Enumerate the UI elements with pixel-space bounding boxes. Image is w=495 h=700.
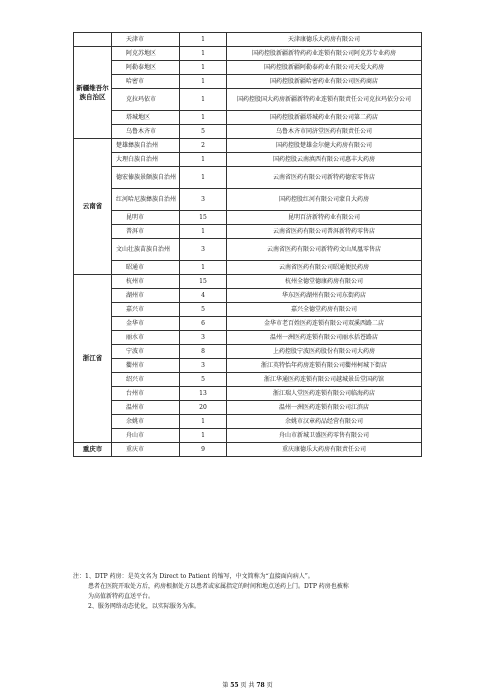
store-cell: 金华市老百姓医药连锁有限公司双溪西路二店 — [227, 317, 422, 331]
city-cell: 昭通市 — [112, 261, 180, 275]
table-row — [74, 153, 422, 167]
city-cell: 乌鲁木齐市 — [112, 125, 180, 139]
city-cell: 金华市 — [112, 317, 180, 331]
count-cell: 1 — [180, 33, 227, 47]
province-cell — [74, 33, 112, 47]
count-cell: 1 — [180, 415, 227, 429]
table-row — [74, 167, 422, 189]
count-cell: 1 — [180, 153, 227, 167]
note-line: 为高值新特药直送平台。 — [88, 593, 155, 600]
city-cell: 衢州市 — [112, 359, 180, 373]
count-cell: 13 — [180, 387, 227, 401]
store-cell: 重庆康德乐大药房有限责任公司 — [227, 443, 422, 457]
store-cell: 上药控股宁波医药股份有限公司大药房 — [227, 345, 422, 359]
city-cell: 舟山市 — [112, 429, 180, 443]
table-row — [74, 239, 422, 261]
count-cell: 1 — [180, 261, 227, 275]
city-cell: 文山壮族苗族自治州 — [112, 239, 180, 261]
store-cell: 国药控股国大药房新疆新特药业连锁有限责任公司克拉玛依分公司 — [227, 89, 422, 111]
city-cell: 楚雄彝族自治州 — [112, 139, 180, 153]
table-row — [74, 401, 422, 415]
table-row — [74, 415, 422, 429]
table-row — [74, 261, 422, 275]
table-row — [74, 373, 422, 387]
city-cell: 红河哈尼族彝族自治州 — [112, 189, 180, 211]
count-cell: 8 — [180, 345, 227, 359]
store-cell: 云南省医药有限公司普洱新特药零售店 — [227, 225, 422, 239]
city-cell: 普洱市 — [112, 225, 180, 239]
city-cell: 台州市 — [112, 387, 180, 401]
table-row — [74, 331, 422, 345]
count-cell: 1 — [180, 47, 227, 61]
page-number: 55 — [230, 682, 239, 689]
store-cell: 云南省医药有限公司新特药文山凤凰零售店 — [227, 239, 422, 261]
city-cell: 温州市 — [112, 401, 180, 415]
count-cell: 1 — [180, 225, 227, 239]
table-row — [74, 275, 422, 289]
province-cell: 云南省 — [74, 139, 112, 275]
count-cell: 3 — [180, 331, 227, 345]
table-row — [74, 317, 422, 331]
city-cell: 宁波市 — [112, 345, 180, 359]
store-cell: 杭州全德堂德康药房有限公司 — [227, 275, 422, 289]
pharmacy-table — [73, 32, 422, 457]
store-cell: 嘉兴全德堂药房有限公司 — [227, 303, 422, 317]
count-cell: 3 — [180, 189, 227, 211]
store-cell: 温州一洲医药连锁有限公司丽水括苍路店 — [227, 331, 422, 345]
table-row — [74, 387, 422, 401]
store-cell: 温州一洲医药连锁有限公司江滨店 — [227, 401, 422, 415]
store-cell: 昆明百济新特药业有限公司 — [227, 211, 422, 225]
count-cell: 15 — [180, 211, 227, 225]
table-row — [74, 89, 422, 111]
table-row — [74, 225, 422, 239]
store-cell: 国药控股红河有限公司蒙自大药房 — [227, 189, 422, 211]
province-cell: 新疆维吾尔族自治区 — [74, 47, 112, 139]
table-row — [74, 289, 422, 303]
city-cell: 绍兴市 — [112, 373, 180, 387]
count-cell: 1 — [180, 167, 227, 189]
store-cell: 浙江瑞人堂医药连锁有限公司临海药店 — [227, 387, 422, 401]
table-row — [74, 125, 422, 139]
store-cell: 浙江华通医药连锁有限公司越城景岳堂国药馆 — [227, 373, 422, 387]
count-cell: 2 — [180, 139, 227, 153]
store-cell: 国药控股云南滇西有限公司惠丰大药房 — [227, 153, 422, 167]
store-cell: 国药控股楚雄金尔健大药房有限公司 — [227, 139, 422, 153]
footer-middle: 页 共 — [240, 682, 255, 689]
store-cell: 国药控股新疆塔城药业有限公司第二药店 — [227, 111, 422, 125]
table-row — [74, 47, 422, 61]
city-cell: 大理白族自治州 — [112, 153, 180, 167]
table-row — [74, 61, 422, 75]
table-row — [74, 429, 422, 443]
count-cell: 5 — [180, 125, 227, 139]
city-cell: 阿克苏地区 — [112, 47, 180, 61]
count-cell: 15 — [180, 275, 227, 289]
note-line: 注：1、DTP 药房：是英文名为 Direct to Patient 的缩写，中文简称为“直接面向病人”。 — [73, 573, 314, 580]
city-cell: 嘉兴市 — [112, 303, 180, 317]
table-row — [74, 211, 422, 225]
store-cell: 国药控股新疆阿勒泰药业有限公司天爱大药房 — [227, 61, 422, 75]
store-cell: 国药控股新疆新特药药业连锁有限公司阿克苏专业药房 — [227, 47, 422, 61]
city-cell: 湖州市 — [112, 289, 180, 303]
store-cell: 浙江英特怡年药房连锁有限公司衢州柯城下街店 — [227, 359, 422, 373]
store-cell: 乌鲁木齐市同济堂医药有限责任公司 — [227, 125, 422, 139]
page-footer — [0, 680, 495, 689]
store-cell: 余姚市汉章药品经营有限公司 — [227, 415, 422, 429]
count-cell: 6 — [180, 317, 227, 331]
table-row — [74, 443, 422, 457]
count-cell: 20 — [180, 401, 227, 415]
city-cell: 克拉玛依市 — [112, 89, 180, 111]
table-row — [74, 303, 422, 317]
store-cell: 天津康德乐大药房有限公司 — [227, 33, 422, 47]
table-row — [74, 189, 422, 211]
note-line: 2、服务网络动态优化，以实际服务为准。 — [88, 603, 200, 610]
city-cell: 阿勒泰地区 — [112, 61, 180, 75]
count-cell: 1 — [180, 89, 227, 111]
note-line: 患者在医院开取处方后，药房根据处方以患者或家属指定的时间和地点送药上门。DTP 药房也被称 — [88, 583, 349, 590]
count-cell: 1 — [180, 429, 227, 443]
count-cell: 9 — [180, 443, 227, 457]
city-cell: 天津市 — [112, 33, 180, 47]
province-cell: 重庆市 — [74, 443, 112, 457]
count-cell: 5 — [180, 303, 227, 317]
city-cell: 塔城地区 — [112, 111, 180, 125]
count-cell: 5 — [180, 373, 227, 387]
city-cell: 德宏傣族景颇族自治州 — [112, 167, 180, 189]
count-cell: 1 — [180, 111, 227, 125]
count-cell: 3 — [180, 359, 227, 373]
city-cell: 杭州市 — [112, 275, 180, 289]
table-row — [74, 359, 422, 373]
footer-suffix: 页 — [266, 682, 273, 689]
count-cell: 1 — [180, 61, 227, 75]
city-cell: 丽水市 — [112, 331, 180, 345]
store-cell: 舟山市新城卫盛医药零售有限公司 — [227, 429, 422, 443]
city-cell: 重庆市 — [112, 443, 180, 457]
province-cell: 浙江省 — [74, 275, 112, 443]
count-cell: 4 — [180, 289, 227, 303]
city-cell: 昆明市 — [112, 211, 180, 225]
notes-section — [73, 572, 423, 612]
store-cell: 云南省医药有限公司昭通便民药房 — [227, 261, 422, 275]
count-cell: 3 — [180, 239, 227, 261]
city-cell: 哈密市 — [112, 75, 180, 89]
table-row — [74, 111, 422, 125]
table-row — [74, 139, 422, 153]
city-cell: 余姚市 — [112, 415, 180, 429]
table-row — [74, 75, 422, 89]
count-cell: 1 — [180, 75, 227, 89]
footer-prefix: 第 — [222, 682, 229, 689]
table-row — [74, 33, 422, 47]
store-cell: 云南省医药有限公司新特药德宏零售店 — [227, 167, 422, 189]
store-cell: 国药控股新疆哈密药业有限公司医药商店 — [227, 75, 422, 89]
total-pages: 78 — [256, 682, 265, 689]
store-cell: 华东医药湖州有限公司东街药店 — [227, 289, 422, 303]
table-row — [74, 345, 422, 359]
